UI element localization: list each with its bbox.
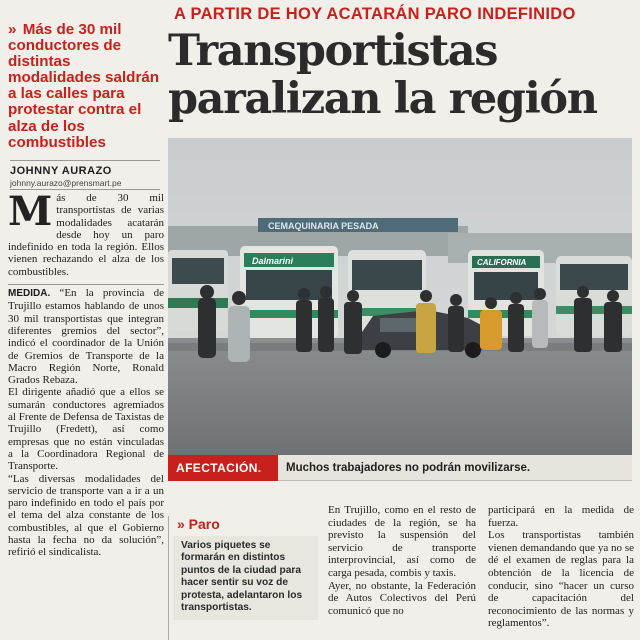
paragraph: En Trujillo, como en el resto de ciudades de la región, se ha previsto la suspensión del servicio de transporte interprovincial, así como de carga pesada, combis y taxis. — [328, 504, 476, 579]
box-title: » Paro — [177, 516, 220, 532]
headline — [168, 27, 638, 123]
paragraph: Los transportistas también vienen demandando que ya no se dé el examen de reglas para la obtención de la licencia de conducir, sino “hacer un curso de capacitación del reconocimiento de las normas y reglamentos”. — [488, 529, 634, 630]
paragraph: “Las diversas modalidades del servicio de transporte van a ir a un paro indefinido en todo el país por el tema del alza constante de los combustibles, al que el Gobierno hasta la fecha no da solución”, refirió el sindicalista. — [8, 472, 164, 559]
summary-text: Más de 30 mil conductores de distintas modalidades saldrán a las calles para protestar contra el alza de los combustibles — [8, 21, 160, 151]
paragraph: Ayer, no obstante, la Federación de Autos Colectivos del Perú comunicó que no — [328, 579, 476, 617]
author-name: JOHNNY AURAZO — [10, 165, 112, 177]
box-text: Varios piquetes se formarán en distintos puntos de la ciudad para hacer sentir su voz de protesta, adelantaron los transportistas. — [173, 536, 318, 620]
bus-sign-right: CALIFORNIA — [477, 258, 527, 267]
divider — [8, 284, 164, 285]
sidebar-box — [168, 516, 318, 640]
headline-line-1: Transportistas — [168, 26, 497, 76]
news-photo — [168, 138, 632, 455]
caption-text: Muchos trabajadores no podrán movilizarse. — [286, 462, 531, 474]
summary-deck — [8, 22, 163, 151]
drop-cap: M — [8, 188, 53, 235]
photo-caption — [168, 455, 632, 481]
caption-tag: AFECTACIÓN. — [168, 455, 278, 481]
divider — [10, 160, 160, 161]
section-label: MEDIDA. — [8, 288, 51, 300]
medida-paragraph: MEDIDA. “En la provincia de Trujillo estamos hablando de unos 30 mil transportistas que integran diferentes gremios del sector”, indicó el coordinador de la Unión de Gremios de Transporte de la Macro Región Norte, Ronald Grados Rebaza. — [8, 287, 164, 387]
article-column-3 — [328, 504, 476, 617]
author-email: johnny.aurazo@prensmart.pe — [10, 178, 122, 188]
article-column-1 — [8, 188, 164, 559]
headline-line-2: paralizan la región — [168, 74, 597, 124]
kicker: A PARTIR DE HOY ACATARÁN PARO INDEFINIDO — [174, 5, 576, 23]
paragraph: El dirigente añadió que a ellos se sumarán conductores agremiados al Frente de Defensa de Taxistas de Trujillo (Fredett), así como empresas que no están vinculadas a la Coordinadora Regional de Transporte. — [8, 386, 164, 473]
summary-bullet: » — [8, 21, 17, 38]
building-sign: CEMAQUINARIA PESADA — [268, 221, 379, 231]
intro-paragraph: Más de 30 mil transportistas de varias modalidades acatarán desde hoy un paro indefinido en toda la región. Ellos vienen rechazando el alza de los combustibles. — [8, 188, 164, 278]
paragraph: participará en la medida de fuerza. — [488, 504, 634, 529]
article-column-4 — [488, 504, 634, 630]
bus-sign-left: Dalmarini — [252, 256, 294, 266]
